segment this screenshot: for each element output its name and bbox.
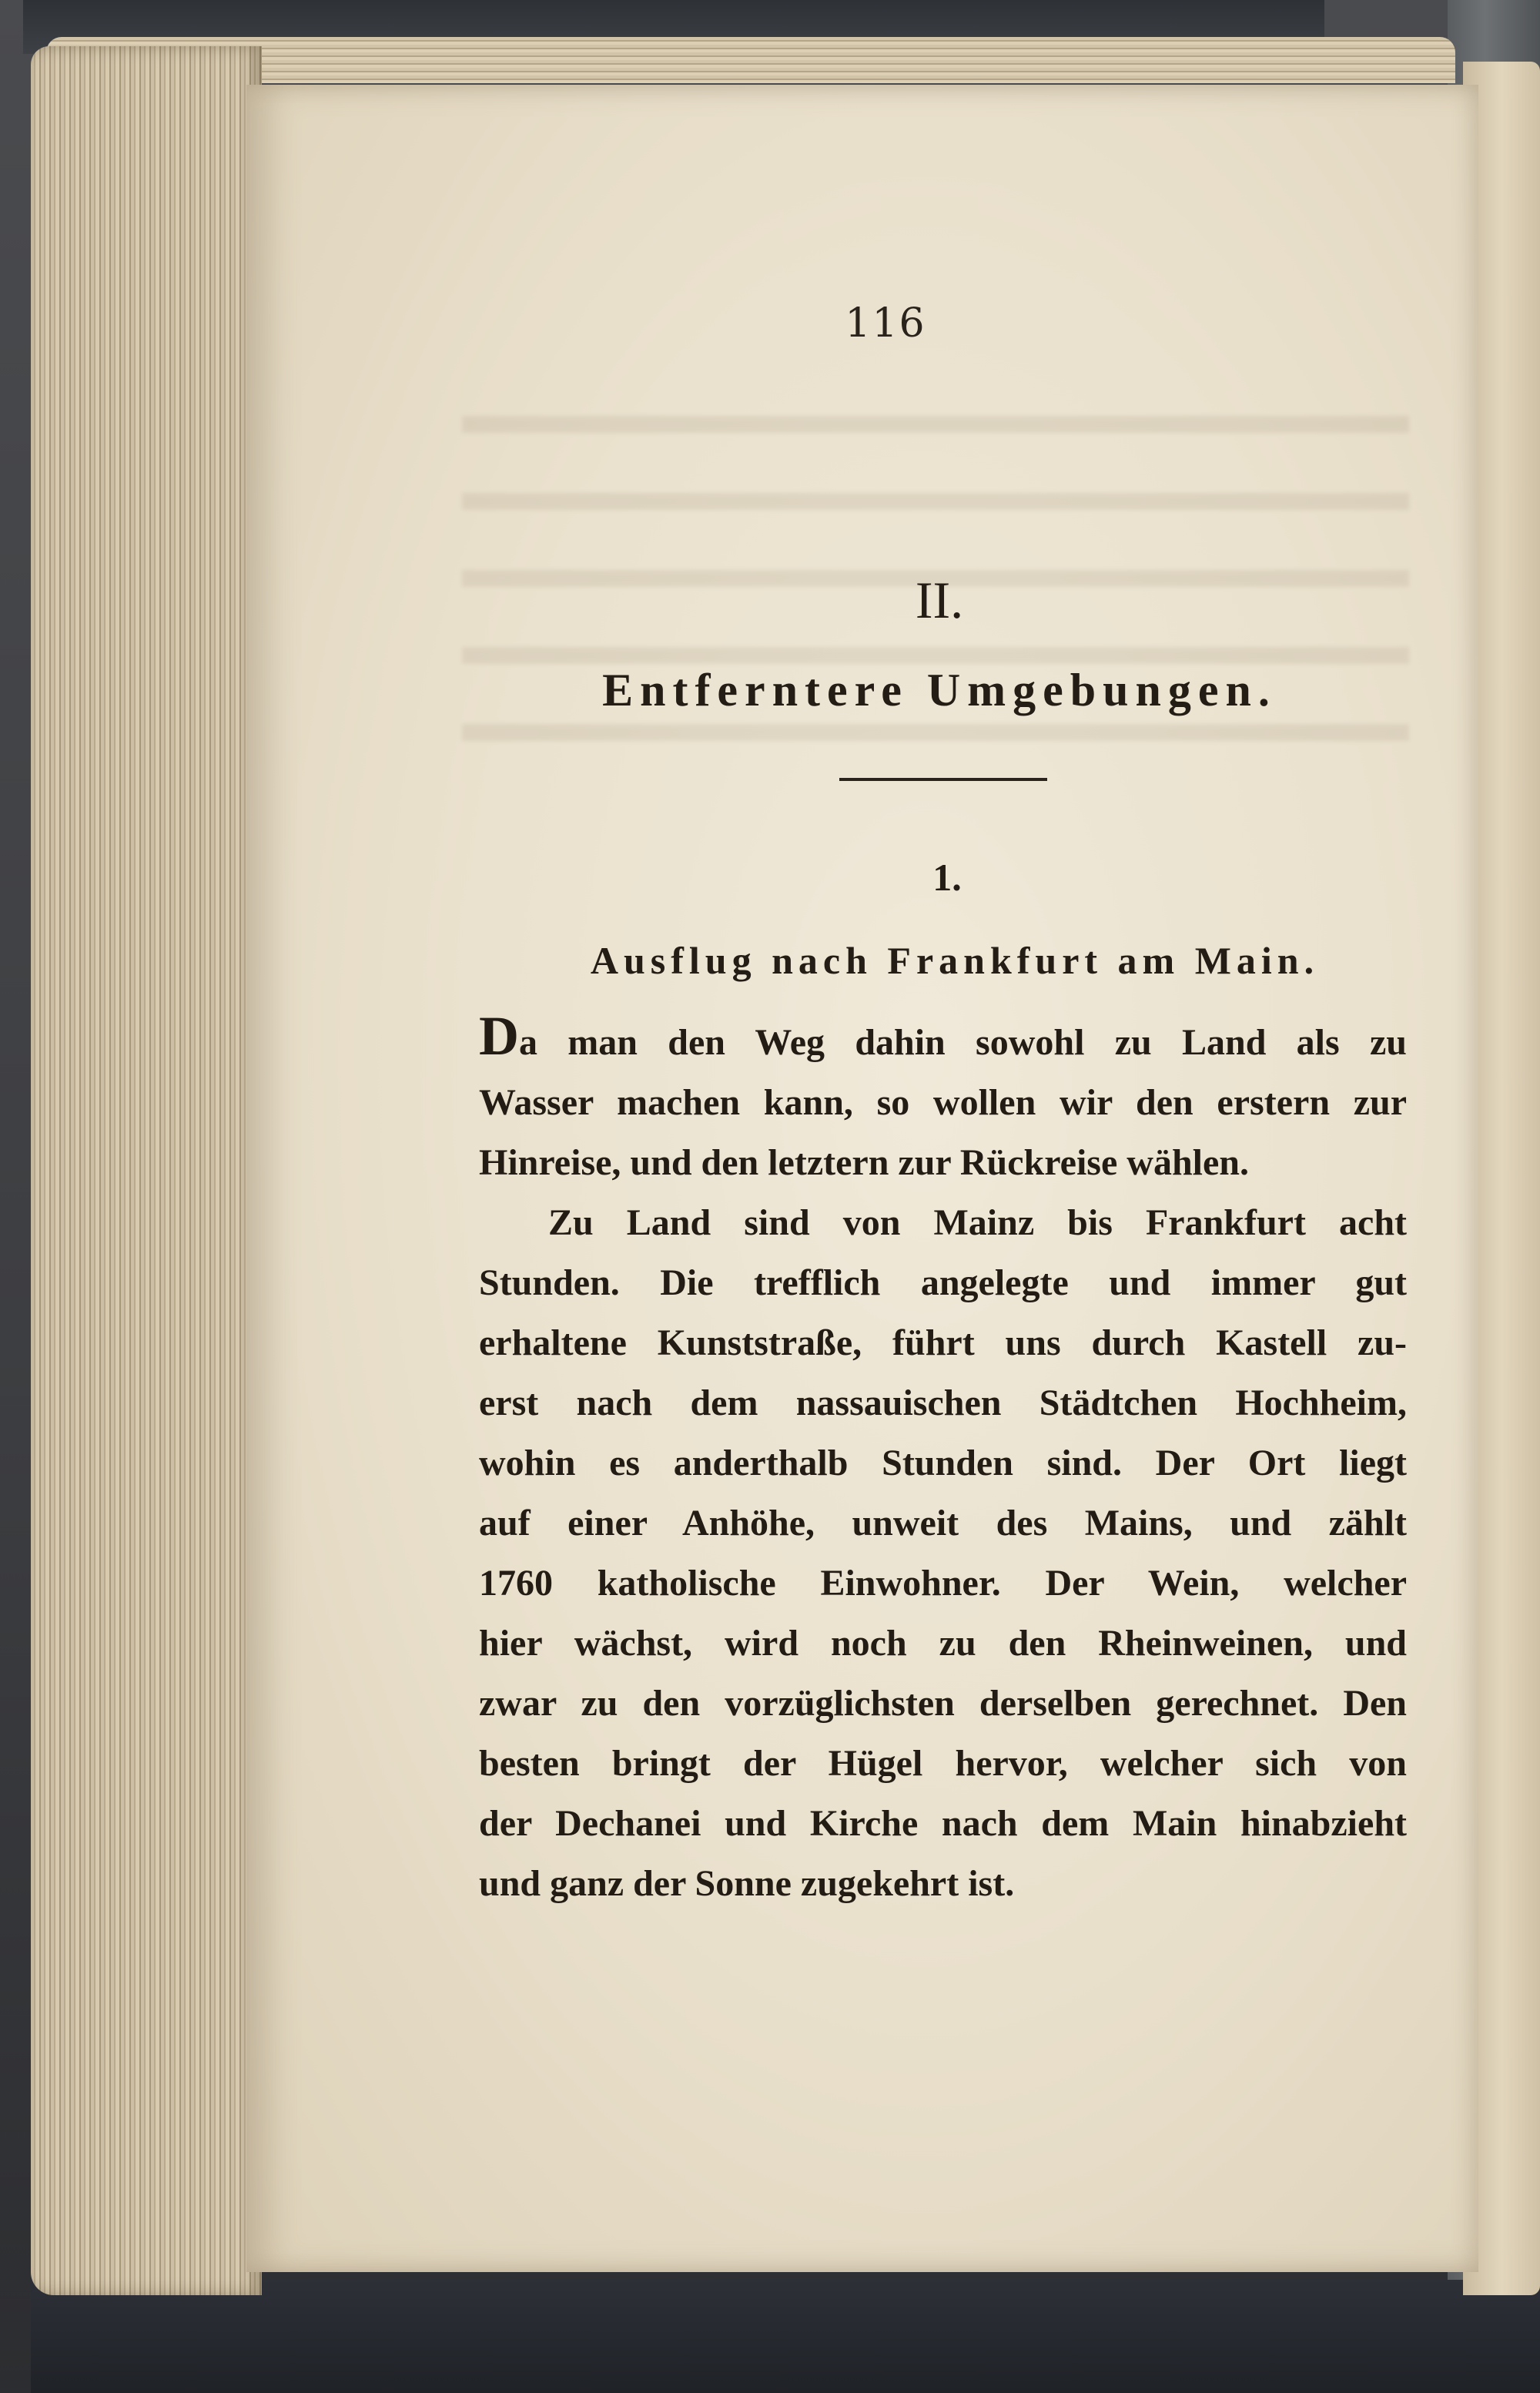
text-line: besten bringt der Hügel hervor, welcher sich von xyxy=(479,1743,1407,1784)
subsection-title: Ausflug nach Frankfurt am Main. xyxy=(590,939,1320,982)
drop-initial: D xyxy=(479,1005,519,1067)
book-cover-bottom xyxy=(31,2280,1540,2393)
text-line: zwar zu den vorzüglichsten derselben gerechnet. Den xyxy=(479,1683,1407,1724)
text-line: wohin es anderthalb Stunden sind. Der Ort liegt xyxy=(479,1443,1407,1483)
text-line: und ganz der Sonne zugekehrt ist. xyxy=(479,1863,1015,1904)
text-line: Hinreise, und den letztern zur Rückreise wählen. xyxy=(479,1142,1249,1183)
section-title: Entferntere Umgebungen. xyxy=(602,665,1277,716)
text-line: hier wächst, wird noch zu den Rheinweinen, und xyxy=(479,1623,1407,1664)
text-line: der Dechanei und Kirche nach dem Main hinabzieht xyxy=(479,1803,1407,1844)
text-line: Wasser machen kann, so wollen wir den erstern zur xyxy=(479,1082,1407,1123)
text-line: auf einer Anhöhe, unweit des Mains, und zählt xyxy=(479,1503,1407,1543)
page-edges-left xyxy=(31,46,262,2295)
page-number: 116 xyxy=(845,300,926,347)
section-number: II. xyxy=(915,571,964,629)
text-line: erst nach dem nassauischen Städtchen Hochheim, xyxy=(479,1383,1407,1423)
text-line: 1760 katholische Einwohner. Der Wein, welcher xyxy=(479,1563,1407,1604)
text-line: erhaltene Kunststraße, führt uns durch Kastell zu- xyxy=(479,1322,1407,1363)
title-divider-rule xyxy=(839,778,1047,781)
text-line xyxy=(479,1005,1407,1073)
text-line-content: a man den Weg dahin sowohl zu Land als zu xyxy=(519,1022,1407,1063)
text-line: Zu Land sind von Mainz bis Frankfurt acht xyxy=(548,1202,1407,1243)
body-text xyxy=(479,1005,1407,1914)
subsection-number: 1. xyxy=(932,856,962,899)
text-line: Stunden. Die trefflich angelegte und immer gut xyxy=(479,1262,1407,1303)
